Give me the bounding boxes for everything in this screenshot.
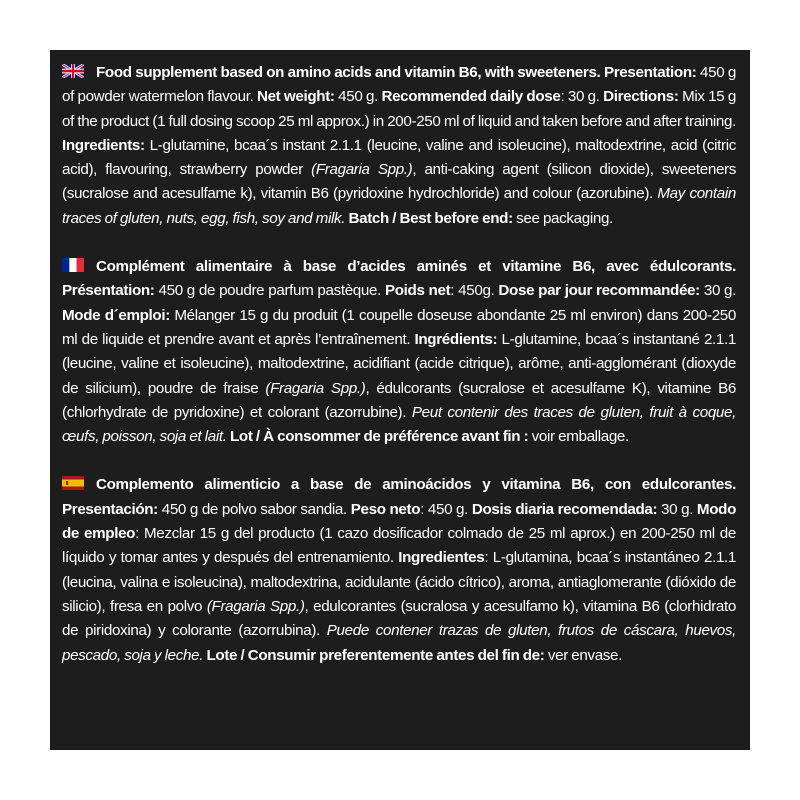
ingredients-label: Ingredients:: [62, 136, 145, 154]
french-section: Complément alimentaire à base d’acides aminés et vitamine B6, avec édulcorants. Présentation: 450 g de poudre parfum pastèque. Poids net: 450g. Dose par jour recommandée: 30 g. Mode d´emploi: Mélanger 15 g du produit (1 coupelle doseuse abondante 25 ml environ) dans 200-250 ml de liquide et prendre avant et après l’entraînement. Ingrédients: L-glutamine, bcaa´s instantané 2.1.1 (leucine, valine et isoleucine), maltodextrine, acidifiant (acide citrique), arôme, anti-agglomérant (dioxyde de silicium), poudre de fraise (Fragaria Spp.), édulcorants (sucralose et acesulfame K), vitamine B6 (chlorhydrate de pyridoxine) et colorant (azorrubine). Peut contenir des traces de gluten, fruit à coque, œufs, poisson, soja et lait. Lot / À consommer de préférence avant fin : voir emballage.: [62, 258, 737, 446]
species-name: (Fragaria Spp.): [206, 597, 305, 615]
allergen-warning: May contain traces of gluten, nuts, egg, fish, soy and milk.: [62, 185, 736, 227]
batch-label: Lote / Consumir preferentemente antes del fin de:: [206, 646, 545, 664]
net-weight-label: Net weight:: [256, 88, 335, 106]
directions-label: Mode d´emploi:: [62, 306, 170, 324]
net-weight-label: Peso neto: [350, 500, 421, 518]
spanish-section: Complemento alimenticio a base de aminoácidos y vitamina B6, con edulcorantes. Presentación: 450 g de polvo sabor sandia. Peso neto: 450 g. Dosis diaria recomendada: 30 g. Modo de empleo: Mezclar 15 g del producto (1 cazo dosificador colmado de 25 ml aprox.) en 200-250 ml de líquido y tomar antes y después del entrenamiento. Ingredientes: L-glutamina, bcaa´s instantáneo 2.1.1 (leucina, valina e isoleucina), maltodextrina, acidulante (ácido cítrico), aroma, antiaglomerante (dióxido de silicio), fresa en polvo (Fragaria Spp.), edulcorantes (sucralosa y acesulfamo k), vitamina B6 (clorhidrato de piridoxina) y colorante (azorrubina). Puede contener trazas de gluten, frutos de cáscara, huevos, pescado, soja y leche. Lote / Consumir preferentemente antes del fin de: ver envase.: [62, 476, 737, 664]
net-weight-label: Poids net: [384, 282, 451, 300]
supplement-label-panel: [50, 50, 750, 750]
ingredients-label: Ingredientes: [398, 549, 485, 567]
directions-label: Modo de empleo: [62, 500, 737, 543]
species-name: (Fragaria Spp.): [265, 379, 366, 397]
species-name: (Fragaria Spp.): [311, 161, 413, 179]
spain-flag-icon: [62, 476, 84, 490]
directions-label: Directions:: [603, 88, 679, 106]
batch-label: Lot / À consommer de préférence avant fin :: [230, 428, 529, 446]
batch-label: Batch / Best before end:: [348, 209, 513, 227]
allergen-warning: Puede contener trazas de gluten, frutos de cáscara, huevos, pescado, soja y leche.: [62, 622, 736, 664]
daily-dose-label: Dose par jour recommandée:: [498, 282, 700, 300]
english-title: Food supplement based on amino acids and vitamin B6, with sweeteners. Presentation:: [96, 64, 697, 81]
allergen-warning: Peut contenir des traces de gluten, fruit à coque, œufs, poisson, soja et lait.: [62, 403, 736, 446]
english-section: Food supplement based on amino acids and vitamin B6, with sweeteners. Presentation: 450 g of powder watermelon flavour. Net weight: 450 g. Recommended daily dose: 30 g. Directions: Mix 15 g of the product (1 full dosing scoop 25 ml approx.) in 200-250 ml of liquid and taken before and after training. Ingredients: L-glutamine, bcaa´s instant 2.1.1 (leucine, valine and isoleucine), maltodextrine, acid (citric acid), flavouring, strawberry powder (Fragaria Spp.), anti-caking agent (silicon dioxide), sweeteners (sucralose and acesulfame k), vitamin B6 (pyridoxine hydrochloride) and colour (azorubine). May contain traces of gluten, nuts, egg, fish, soy and milk. Batch / Best before end: see packaging.: [62, 64, 737, 227]
daily-dose-label: Recommended daily dose: [381, 88, 561, 106]
ingredients-label: Ingrédients:: [414, 330, 498, 348]
french-title: Complément alimentaire à base d’acides aminés et vitamine B6, avec édulcorants. Présentation:: [62, 258, 736, 300]
daily-dose-label: Dosis diaria recomendada:: [471, 500, 658, 518]
france-flag-icon: [62, 258, 84, 272]
uk-flag-icon: [62, 64, 84, 78]
spanish-title: Complemento alimenticio a base de aminoácidos y vitamina B6, con edulcorantes. Presentación:: [62, 476, 736, 518]
